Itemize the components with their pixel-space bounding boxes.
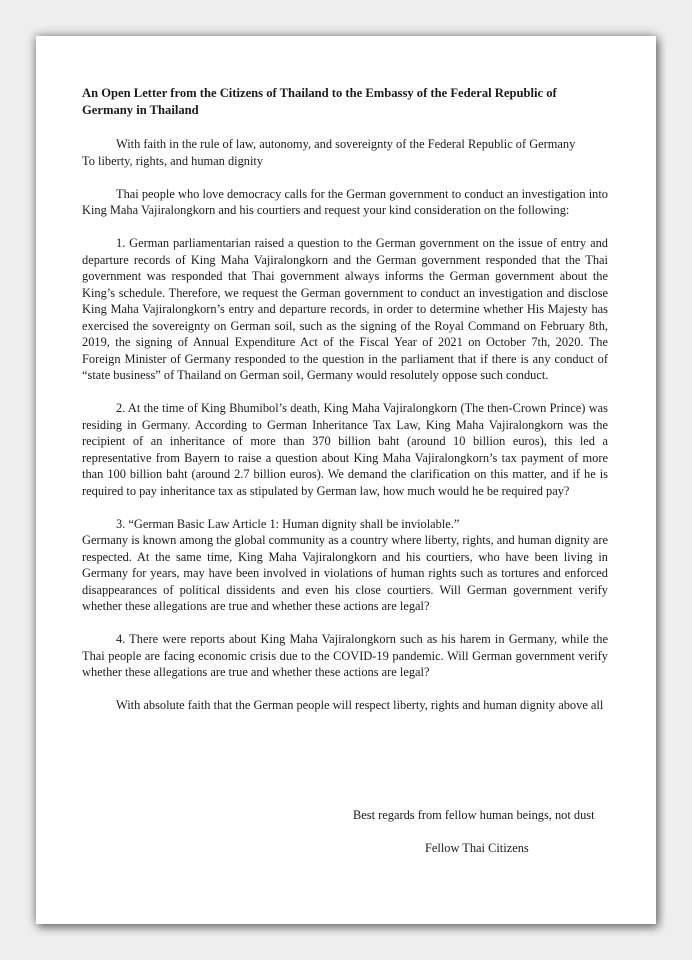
letter-body [82,85,608,730]
point-2-paragraph: 2. At the time of King Bhumibol’s death, King Maha Vajiralongkorn (The then-Crown Prince) was residing in Germany. According to German Inheritance Tax Law, King Maha Vajiralongkorn was the recipient of an inheritance of more than 370 billion baht (around 10 billion euros), this led a representative from Bayern to raise a question about King Maha Vajiralongkorn’s tax payment of more than 100 billion baht (around 2.7 billion euros). We demand the clarification on this matter, and if he is required to pay inheritance tax as stipulated by German law, how much would he be required pay? [82,401,608,498]
opening-line-1: With faith in the rule of law, autonomy, and sovereignty of the Federal Republic of Germany [116,137,576,151]
point-3-body: Germany is known among the global community as a country where liberty, rights, and human dignity are respected. At the same time, King Maha Vajiralongkorn and his courtiers, who have been living in Germany for years, may have been involved in violations of human rights such as tortures and enforced disappearances of political dissidents and even his close courtiers. Will German government verify whether these allegations are true and whether these actions are legal? [82,533,608,613]
regards-line: Best regards from fellow human beings, not dust [353,808,595,822]
point-4-paragraph: 4. There were reports about King Maha Vajiralongkorn such as his harem in Germany, while the Thai people are facing economic crisis due to the COVID-19 pandemic. Will German government verify whether these allegations are true and whether these actions are legal? [82,632,608,679]
opening-line-2: To liberty, rights, and human dignity [82,153,264,168]
letter-page [36,36,656,924]
point-1-paragraph: 1. German parliamentarian raised a question to the German government on the issue of entry and departure records of King Maha Vajiralongkorn and the German government responded that the Thai government was responded that Thai government always informs the German government about the King’s schedule. Therefore, we request the German government to conduct an investigation and disclose King Maha Vajiralongkorn’s entry and departure records, in order to determine whether His Majesty has exercised the sovereignty on German soil, such as the signing of the Royal Command on February 8th, 2019, the signing of Annual Expenditure Act of the Fiscal Year of 2021 on October 7th, 2020. The Foreign Minister of Germany responded to the question in the parliament that if there is any conduct of “state business” of Thailand on German soil, Germany would resolutely oppose such conduct. [82,236,608,382]
point-3-heading: 3. “German Basic Law Article 1: Human dignity shall be inviolable.” [116,516,460,531]
point-3-paragraph [82,516,608,615]
letter-title: An Open Letter from the Citizens of Thailand to the Embassy of the Federal Republic of Germany in Thailand [82,86,557,117]
intro-paragraph: Thai people who love democracy calls for the German government to conduct an investigation into King Maha Vajiralongkorn and his courtiers and request your kind consideration on the following: [82,186,608,217]
signature-line: Fellow Thai Citizens [425,841,529,855]
opening-paragraph [82,136,608,169]
closing-paragraph: With absolute faith that the German people will respect liberty, rights and human dignity above all [116,698,604,712]
